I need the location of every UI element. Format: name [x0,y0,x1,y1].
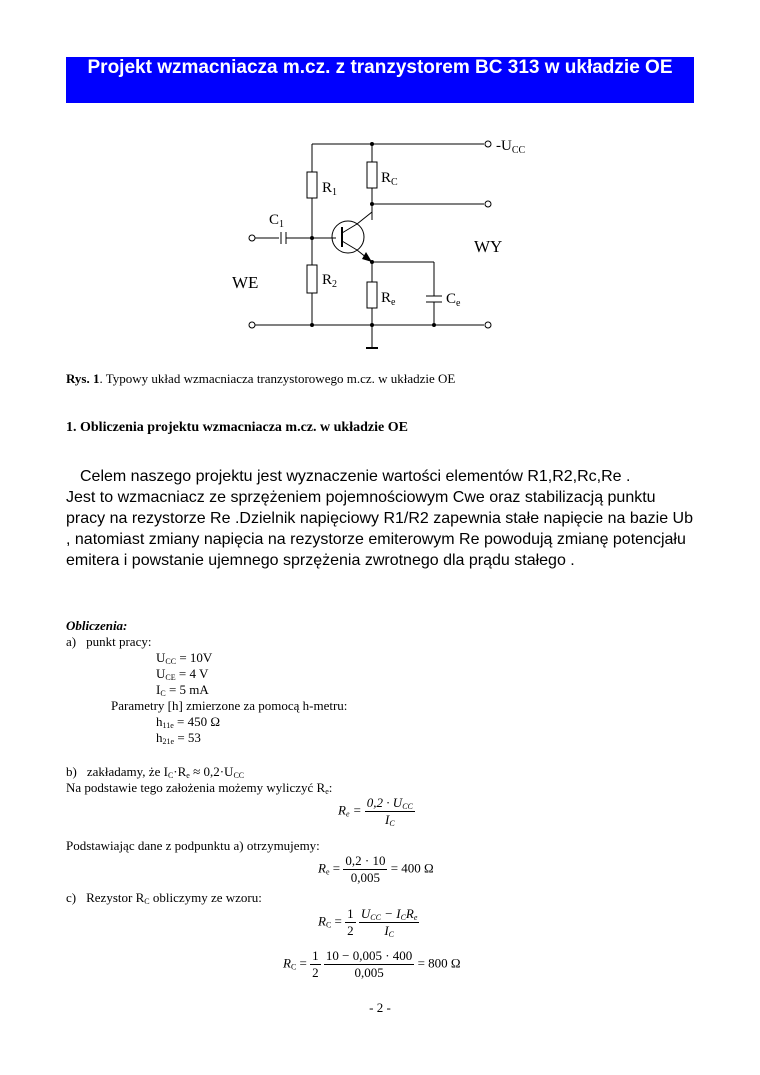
rc-label: $R_C$ [381,170,398,188]
page-title-text: Projekt wzmacniacza m.cz. z tranzystorem BC 313 w układzie OE [87,57,673,78]
params-line: Parametry [h] zmierzone za pomocą h-metru: [111,698,348,713]
re-label: $R_e$ [381,290,396,308]
figure-caption [66,371,455,387]
page-number: - 2 - [369,1000,391,1015]
formula-re-value: $R_e$ = $\frac{0,2 \cdot 10}{0,005}$ = 400 Ω [318,853,434,885]
formula-re: $R_e$ = $\frac{0,2 \cdot U_{CC}}{I_C}$ [338,795,413,828]
ic-value: $I_C = 5$ mA [156,682,209,698]
point-c: c) Rezystor $R_C$ obliczymy ze wzoru: [66,890,262,906]
point-b: b) zakładamy, że $I_C\cdot R_e \approx 0,2\cdot U_{CC}$ [66,764,245,780]
formula-rc: $R_C$ = $\frac{1}{2}$ $\frac{U_{CC} - I_CR_e}{I_C}$ [318,906,418,939]
formula-rc-value: $R_C$ = $\frac{1}{2}$ $\frac{10 - 0,005 \cdot 400}{0,005}$ = 800 Ω [283,948,461,980]
h21-value: $h_{21e} = 53$ [156,730,201,746]
intro-line: , natomiast zmiany napięcia na rezystorze emiterowym Re powodują zmianę potencjału [66,531,686,548]
amplifier-circuit-diagram [0,0,760,360]
uce-value: $U_{CE} = 4$ V [156,666,209,682]
intro-paragraph [66,466,706,571]
intro-line: Celem naszego projektu jest wyznaczenie wartości elementów R1,R2,Rc,Re . [80,468,631,485]
caption-label: Rys. 1 [66,371,100,386]
r1-label: $R_1$ [322,180,338,198]
caption-text: . Typowy układ wzmacniacza tranzystorowego m.cz. w układzie OE [99,371,456,386]
substitution-line: Podstawiając dane z podpunktu a) otrzymujemy: [66,838,320,853]
intro-line: pracy na rezystorze Re .Dzielnik napięciowy R1/R2 zapewnia stałe napięcie na bazie Ub [66,510,693,527]
section-heading: 1. Obliczenia projektu wzmacniacza m.cz. w układzie OE [66,420,408,435]
ucc-value: $U_{CC} = 10V$ [156,650,213,666]
calc-heading: Obliczenia: [66,618,128,633]
intro-line: Jest to wzmacniacz ze sprzężeniem pojemnościowym Cwe oraz stabilizacją punktu [66,489,656,506]
input-label: WE [232,273,259,292]
r2-label: $R_2$ [322,272,338,290]
c1-label: $C_1$ [269,212,285,230]
h11-value: $h_{11e} = 450$ Ω [156,714,221,730]
point-a: a) punkt pracy: [66,634,152,649]
ce-label: $C_e$ [446,291,461,309]
ucc-label: $-U_{CC}$ [496,138,526,156]
intro-line: emitera i powstanie ujemnego sprzężenia zwrotnego dla prądu stałego . [66,552,575,569]
point-b-line2: Na podstawie tego założenia możemy wyliczyć $R_e$: [66,780,333,796]
output-label: WY [474,237,503,256]
